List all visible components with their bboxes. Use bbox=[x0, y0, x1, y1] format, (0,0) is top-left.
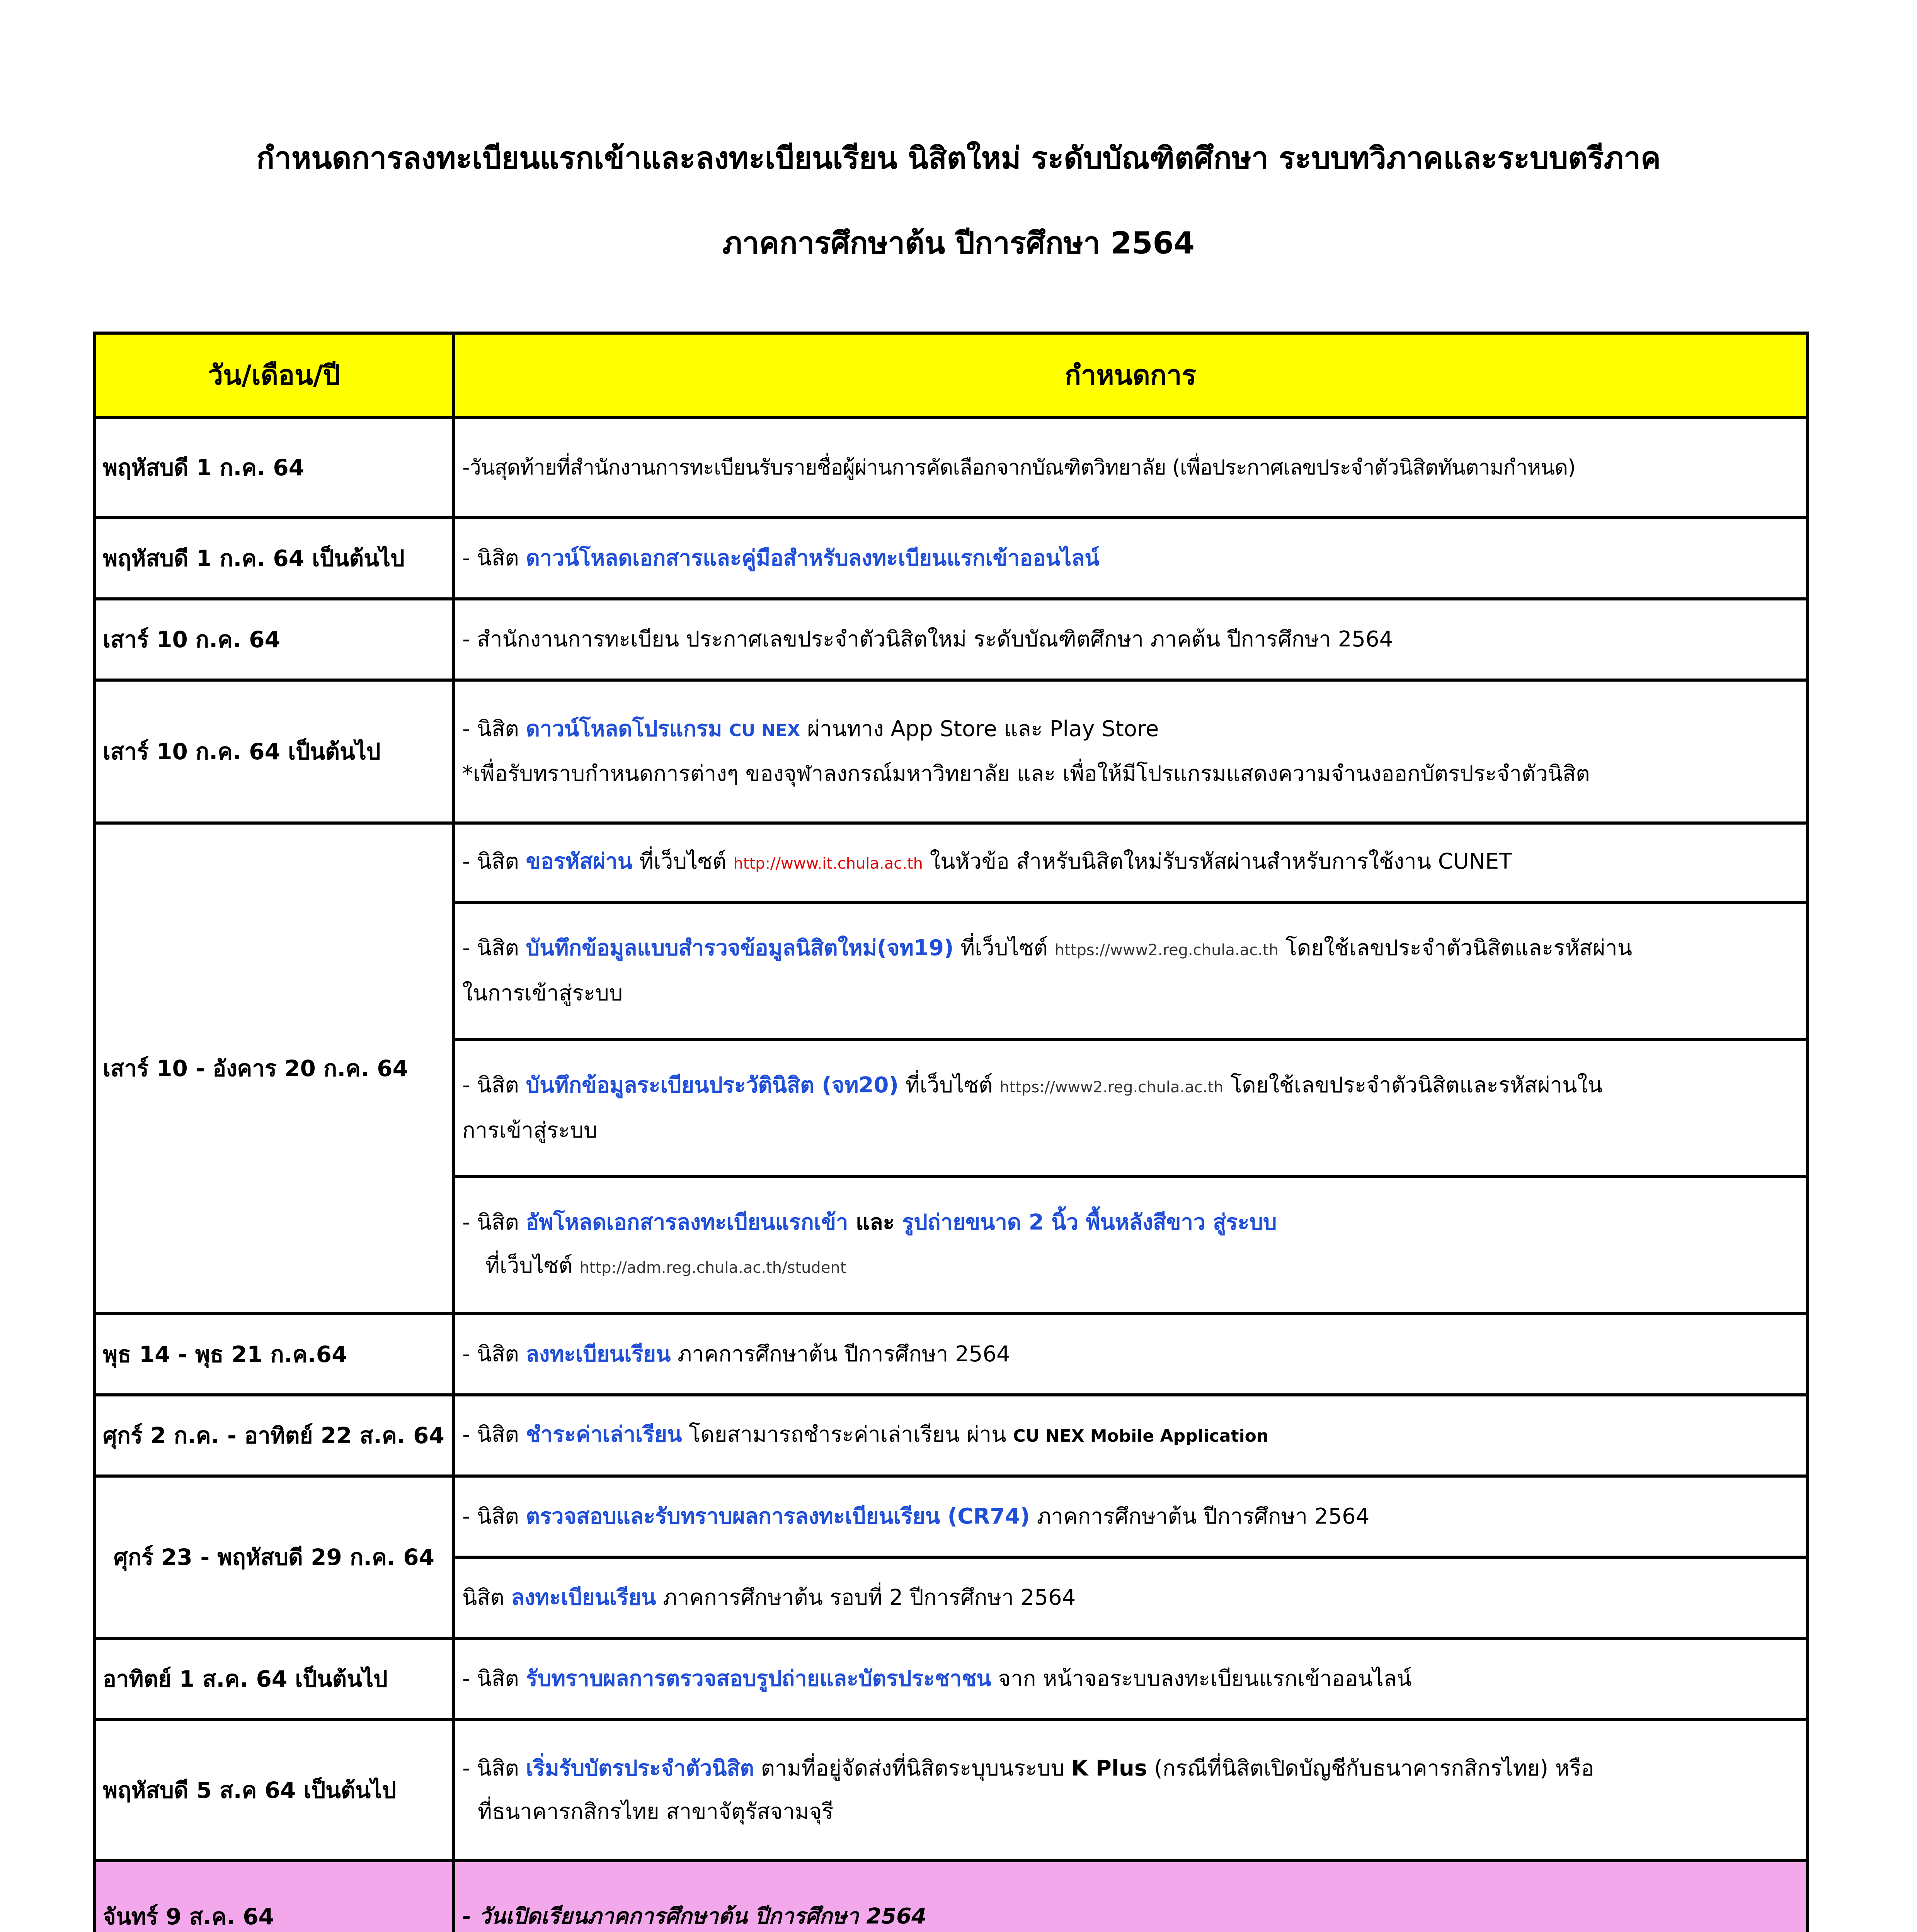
row-date: พฤหัสบดี 1 ก.ค. 64 bbox=[94, 417, 454, 518]
schedule-table bbox=[93, 332, 1809, 1932]
row-date: อาทิตย์ 1 ส.ค. 64 เป็นต้นไป bbox=[94, 1638, 454, 1719]
row-task: - นิสิต ดาวน์โหลดเอกสารและคู่มือสำหรับลงทะเบียนแรกเข้าออนไลน์ bbox=[454, 518, 1807, 599]
website-link[interactable]: https://www2.reg.chula.ac.th bbox=[1054, 941, 1279, 959]
website-link[interactable]: http://adm.reg.chula.ac.th/student bbox=[579, 1259, 846, 1277]
row-task: - นิสิต ลงทะเบียนเรียน ภาคการศึกษาต้น ปีการศึกษา 2564 bbox=[454, 1314, 1807, 1395]
website-link[interactable]: https://www2.reg.chula.ac.th bbox=[999, 1078, 1224, 1096]
website-link[interactable]: http://www.it.chula.ac.th bbox=[733, 855, 923, 872]
table-row bbox=[94, 1476, 1807, 1557]
row-task: - นิสิต บันทึกข้อมูลแบบสำรวจข้อมูลนิสิตใหม่(จท19) ที่เว็บไซต์ https://www2.reg.chula.ac.th โดยใช้เลขประจำตัวนิสิตและรหัสผ่าน ในการเข้าสู่ระบบ bbox=[454, 902, 1807, 1039]
page-subtitle: ภาคการศึกษาต้น ปีการศึกษา 2564 bbox=[722, 226, 1195, 261]
row-date: พฤหัสบดี 1 ก.ค. 64 เป็นต้นไป bbox=[94, 518, 454, 599]
row-date: ศุกร์ 2 ก.ค. - อาทิตย์ 22 ส.ค. 64 bbox=[94, 1395, 454, 1476]
row-date: พุธ 14 - พุธ 21 ก.ค.64 bbox=[94, 1314, 454, 1395]
table-row-highlighted bbox=[94, 1861, 1807, 1932]
table-row bbox=[94, 1638, 1807, 1719]
table-row bbox=[94, 518, 1807, 599]
table-row bbox=[94, 417, 1807, 518]
row-date: เสาร์ 10 ก.ค. 64 bbox=[94, 599, 454, 680]
highlight-text: ตรวจสอบและรับทราบผลการลงทะเบียนเรียน (CR74) bbox=[526, 1504, 1030, 1529]
row-task: นิสิต ลงทะเบียนเรียน ภาคการศึกษาต้น รอบที่ 2 ปีการศึกษา 2564 bbox=[454, 1557, 1807, 1638]
row-task: - นิสิต ชำระค่าเล่าเรียน โดยสามารถชำระค่าเล่าเรียน ผ่าน CU NEX Mobile Application bbox=[454, 1395, 1807, 1476]
row-task: - วันเปิดเรียนภาคการศึกษาต้น ปีการศึกษา 2564 bbox=[454, 1861, 1807, 1932]
header-task: กำหนดการ bbox=[454, 333, 1807, 417]
highlight-text: เริ่มรับบัตรประจำตัวนิสิต bbox=[526, 1755, 754, 1781]
row-task: - นิสิต เริ่มรับบัตรประจำตัวนิสิต ตามที่อยู่จัดส่งที่นิสิตระบุบนระบบ K Plus (กรณีที่นิสิตเปิดบัญชีกับธนาคารกสิกรไทย) หรือ ที่ธนาคารกสิกรไทย สาขาจัตุรัสจามจุรี bbox=[454, 1719, 1807, 1861]
row-task: - นิสิต รับทราบผลการตรวจสอบรูปถ่ายและบัตรประชาชน จาก หน้าจอระบบลงทะเบียนแรกเข้าออนไลน์ bbox=[454, 1638, 1807, 1719]
row-date: จันทร์ 9 ส.ค. 64 bbox=[94, 1861, 454, 1932]
table-row bbox=[94, 1395, 1807, 1476]
table-row bbox=[94, 1314, 1807, 1395]
row-task: - นิสิต อัพโหลดเอกสารลงทะเบียนแรกเข้า และ รูปถ่ายขนาด 2 นิ้ว พื้นหลังสีขาว สู่ระบบ ที่เว็บไซต์ http://adm.reg.chula.ac.th/student bbox=[454, 1177, 1807, 1314]
row-task: - สำนักงานการทะเบียน ประกาศเลขประจำตัวนิสิตใหม่ ระดับบัณฑิตศึกษา ภาคต้น ปีการศึกษา 2564 bbox=[454, 599, 1807, 680]
row-task: - นิสิต บันทึกข้อมูลระเบียนประวัตินิสิต (จท20) ที่เว็บไซต์ https://www2.reg.chula.ac.th โดยใช้เลขประจำตัวนิสิตและรหัสผ่านใน การเข้าสู่ระบบ bbox=[454, 1039, 1807, 1177]
highlight-text: ขอรหัสผ่าน bbox=[526, 849, 633, 874]
table-row bbox=[94, 680, 1807, 823]
header-date: วัน/เดือน/ปี bbox=[94, 333, 454, 417]
highlight-text: ดาวน์โหลดโปรแกรม bbox=[526, 716, 722, 742]
highlight-text: บันทึกข้อมูลระเบียนประวัตินิสิต (จท20) bbox=[526, 1073, 899, 1098]
table-row bbox=[94, 1719, 1807, 1861]
table-row bbox=[94, 823, 1807, 902]
highlight-small: CU NEX bbox=[729, 721, 800, 740]
highlight-text: อัพโหลดเอกสารลงทะเบียนแรกเข้า bbox=[526, 1210, 848, 1235]
highlight-text: ลงทะเบียนเรียน bbox=[511, 1585, 656, 1610]
row-task: - นิสิต ดาวน์โหลดโปรแกรม CU NEX ผ่านทาง App Store และ Play Store *เพื่อรับทราบกำหนดการต่างๆ ของจุฬาลงกรณ์มหาวิทยาลัย และ เพื่อให้มีโปรแกรมแสดงความจำนงออกบัตรประจำตัวนิสิต bbox=[454, 680, 1807, 823]
row-task: - นิสิต ขอรหัสผ่าน ที่เว็บไซต์ http://www.it.chula.ac.th ในหัวข้อ สำหรับนิสิตใหม่รับรหัสผ่านสำหรับการใช้งาน CUNET bbox=[454, 823, 1807, 902]
highlight-text: รับทราบผลการตรวจสอบรูปถ่ายและบัตรประชาชน bbox=[526, 1666, 991, 1691]
table-header-row bbox=[94, 333, 1807, 417]
highlight-text: รูปถ่ายขนาด 2 นิ้ว พื้นหลังสีขาว สู่ระบบ bbox=[902, 1210, 1277, 1235]
page-title: กำหนดการลงทะเบียนแรกเข้าและลงทะเบียนเรียน นิสิตใหม่ ระดับบัณฑิตศึกษา ระบบทวิภาคและระบบตรีภาค bbox=[256, 141, 1661, 176]
row-task: -วันสุดท้ายที่สำนักงานการทะเบียนรับรายชื่อผู้ผ่านการคัดเลือกจากบัณฑิตวิทยาลัย (เพื่อประกาศเลขประจำตัวนิสิตทันตามกำหนด) bbox=[454, 417, 1807, 518]
row-date: ศุกร์ 23 - พฤหัสบดี 29 ก.ค. 64 bbox=[94, 1476, 454, 1638]
row-task: - นิสิต ตรวจสอบและรับทราบผลการลงทะเบียนเรียน (CR74) ภาคการศึกษาต้น ปีการศึกษา 2564 bbox=[454, 1476, 1807, 1557]
highlight-text: ชำระค่าเล่าเรียน bbox=[526, 1422, 682, 1447]
highlight-text: ดาวน์โหลดเอกสารและคู่มือสำหรับลงทะเบียนแรกเข้าออนไลน์ bbox=[526, 546, 1100, 571]
row-date: เสาร์ 10 ก.ค. 64 เป็นต้นไป bbox=[94, 680, 454, 823]
highlight-text: บันทึกข้อมูลแบบสำรวจข้อมูลนิสิตใหม่(จท19) bbox=[526, 935, 954, 961]
table-row bbox=[94, 599, 1807, 680]
highlight-text: ลงทะเบียนเรียน bbox=[526, 1342, 671, 1367]
row-date: พฤหัสบดี 5 ส.ค 64 เป็นต้นไป bbox=[94, 1719, 454, 1861]
row-date: เสาร์ 10 - อังคาร 20 ก.ค. 64 bbox=[94, 823, 454, 1314]
